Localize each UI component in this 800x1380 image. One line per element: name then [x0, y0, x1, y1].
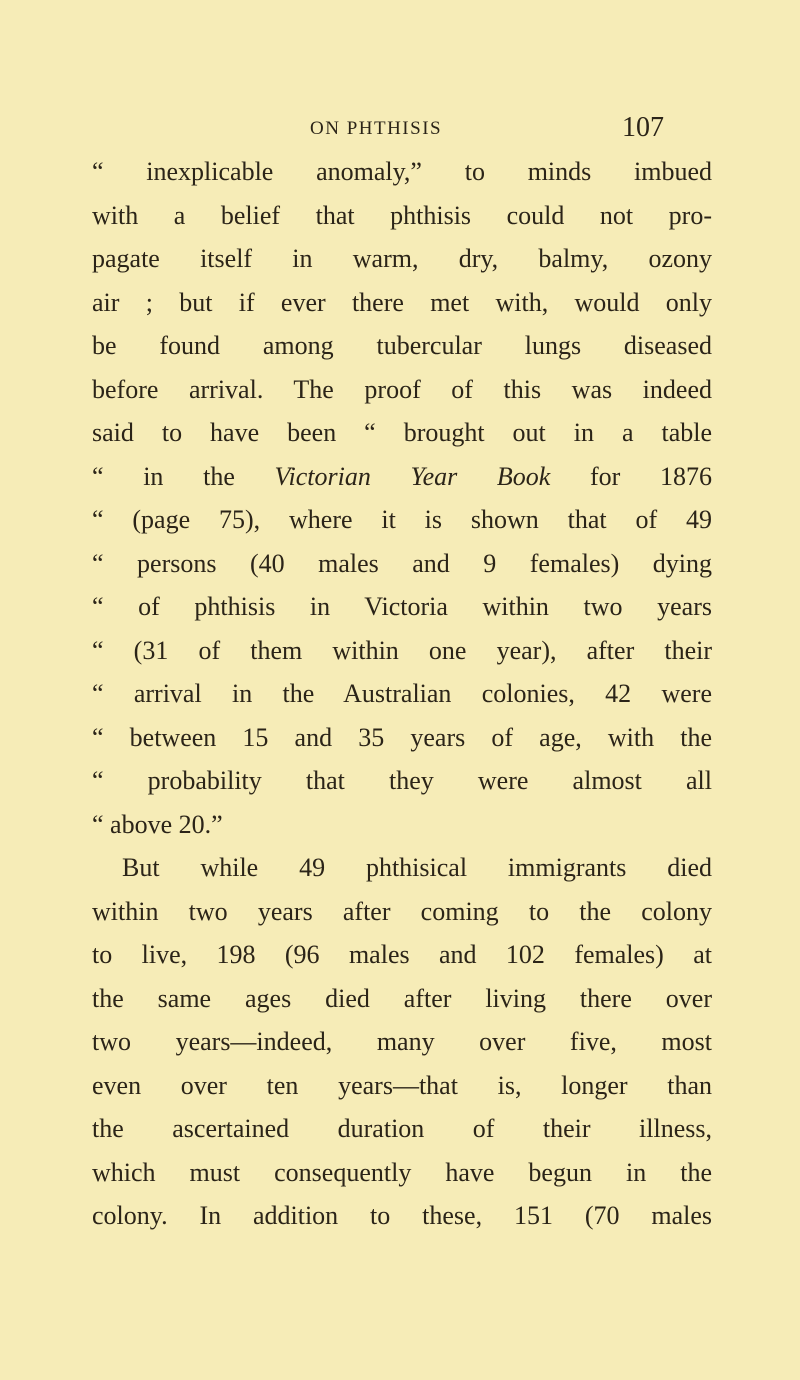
text-line: the same ages died after living there over — [92, 983, 712, 1013]
text-line: the ascertained duration of their illness, — [92, 1114, 712, 1143]
text-line: air ; but if ever there met with, would only — [92, 287, 712, 317]
text-line: “ between 15 and 35 years of age, with the — [92, 722, 712, 752]
text-line: “ inexplicable anomaly,” to minds imbued — [92, 157, 712, 186]
body-text — [92, 150, 712, 1238]
text-line: said to have been “ brought out in a table — [92, 418, 712, 447]
text-line: be found among tubercular lungs diseased — [92, 331, 712, 360]
text-line: within two years after coming to the colony — [92, 896, 712, 926]
paragraph-start-line: But while 49 phthisical immigrants died — [122, 853, 712, 882]
text-line: colony. In addition to these, 151 (70 males — [92, 1201, 712, 1230]
book-title: Victorian Year Book — [274, 461, 551, 491]
page-header — [0, 112, 800, 152]
text-line: before arrival. The proof of this was indeed — [92, 374, 712, 404]
text-line — [92, 455, 712, 499]
text-line: pagate itself in warm, dry, balmy, ozony — [92, 244, 712, 273]
text-line: “ of phthisis in Victoria within two years — [92, 592, 712, 621]
text-line: “ (page 75), where it is shown that of 49 — [92, 505, 712, 534]
text-segment: for 1876 — [550, 461, 712, 491]
page-number: 107 — [622, 112, 664, 143]
running-head: ON PHTHISIS — [310, 118, 443, 139]
text-line: with a belief that phthisis could not pro- — [92, 200, 712, 230]
text-segment: “ in the — [92, 461, 275, 491]
text-line: “ arrival in the Australian colonies, 42 were — [92, 679, 712, 708]
text-line: “ (31 of them within one year), after their — [92, 635, 712, 665]
text-line: “ persons (40 males and 9 females) dying — [92, 548, 712, 578]
text-line: even over ten years—that is, longer than — [92, 1070, 712, 1100]
text-line: two years—indeed, many over five, most — [92, 1027, 712, 1056]
text-line: “ probability that they were almost all — [92, 766, 712, 795]
text-line: “ above 20.” — [92, 809, 223, 839]
text-line: to live, 198 (96 males and 102 females) at — [92, 940, 712, 969]
text-line: which must consequently have begun in the — [92, 1157, 712, 1187]
